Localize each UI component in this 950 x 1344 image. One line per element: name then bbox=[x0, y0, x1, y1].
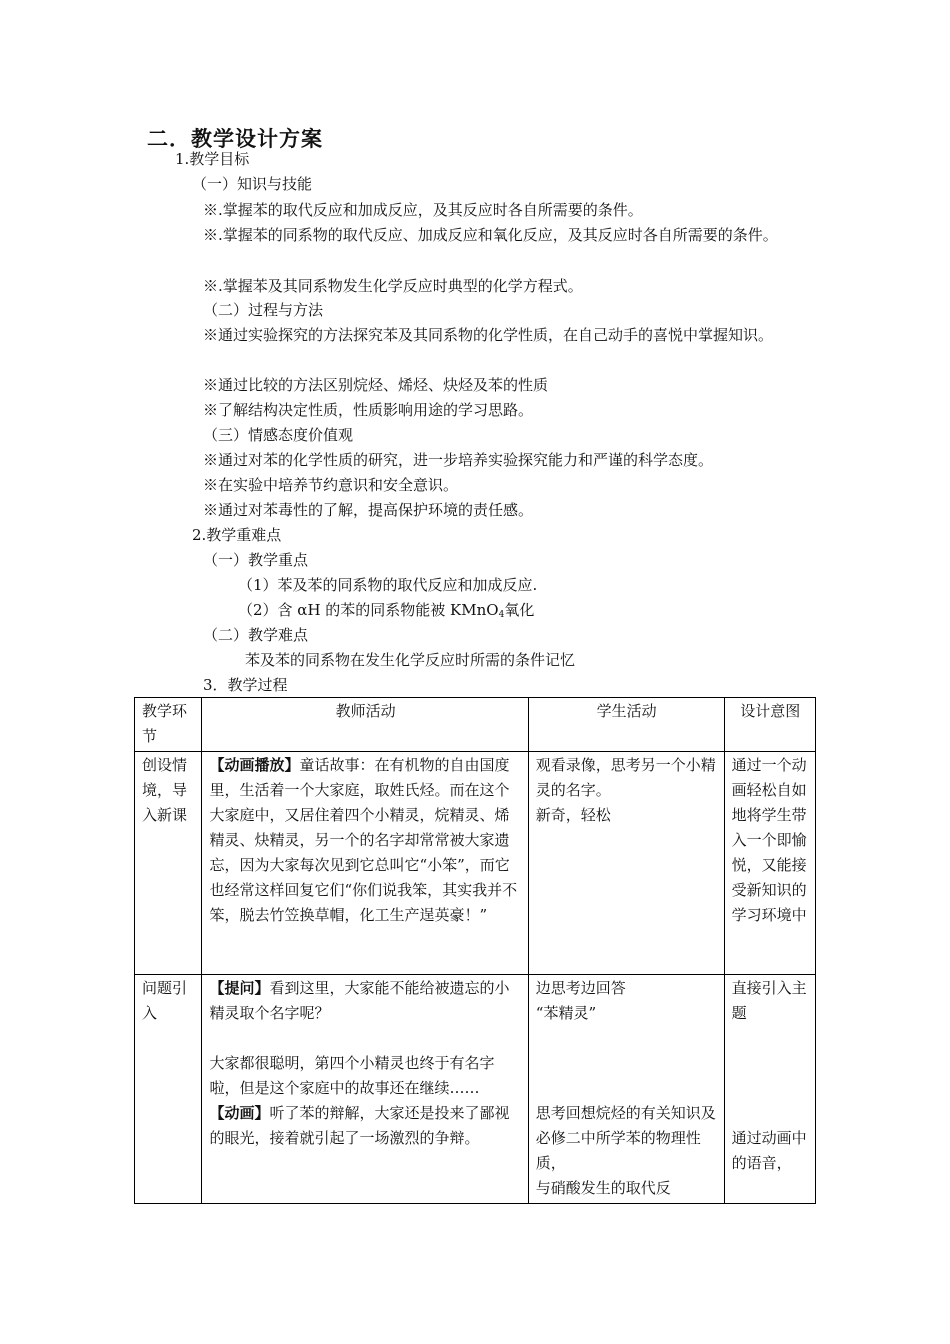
difficulty-heading: （二）教学难点 bbox=[203, 626, 309, 644]
table-row bbox=[135, 752, 816, 975]
process-method-heading: （二）过程与方法 bbox=[203, 301, 324, 319]
student-text: “苯精灵” bbox=[535, 1004, 597, 1022]
student-text: 边思考边回答 bbox=[535, 979, 626, 997]
activity-tag: 【动画】 bbox=[209, 1104, 270, 1122]
spacer bbox=[209, 1026, 521, 1051]
activity-tag: 【提问】 bbox=[209, 979, 270, 997]
teacher-text: 听了苯的辩解，大家还是投来了鄙视的眼光，接着就引起了一场激烈的争辩。 bbox=[209, 1104, 510, 1147]
teacher-cell bbox=[202, 975, 528, 1204]
emotion-item: ※通过对苯毒性的了解，提高保护环境的责任感。 bbox=[203, 501, 534, 519]
focus-item: （1）苯及苯的同系物的取代反应和加成反应. bbox=[238, 576, 538, 594]
teacher-paragraph bbox=[209, 976, 521, 1026]
section-title: 二．教学设计方案 bbox=[147, 127, 323, 151]
subscript: 4 bbox=[498, 610, 505, 620]
teacher-paragraph bbox=[209, 1101, 521, 1151]
objectives-heading: 1.教学目标 bbox=[175, 150, 250, 168]
process-method-item: ※了解结构决定性质，性质影响用途的学习思路。 bbox=[203, 401, 534, 419]
knowledge-item: ※.掌握苯的取代反应和加成反应，及其反应时各自所需要的条件。 bbox=[203, 201, 643, 219]
process-method-item: ※通过实验探究的方法探究苯及其同系物的化学性质，在自己动手的喜悦中掌握知识。 bbox=[203, 326, 774, 344]
spacer bbox=[732, 1101, 809, 1126]
emotion-heading: （三）情感态度价值观 bbox=[203, 426, 354, 444]
intent-cell bbox=[724, 975, 815, 1204]
student-text: 与硝酸发生的取代反 bbox=[535, 1179, 671, 1197]
intent-text: 直接引入主题 bbox=[731, 979, 807, 1022]
process-heading: 3．教学过程 bbox=[203, 676, 288, 694]
spacer bbox=[732, 1026, 809, 1051]
spacer bbox=[536, 1026, 718, 1051]
difficulty-item: 苯及苯的同系物在发生化学反应时所需的条件记忆 bbox=[245, 651, 576, 669]
stage-cell: 创设情境，导入新课 bbox=[135, 752, 202, 975]
header-cell: 设计意图 bbox=[724, 698, 815, 752]
teacher-text: 童话故事：在有机物的自由国度里，生活着一个大家庭，取姓氏烃。而在这个大家庭中，又居住着四个小精灵，烷精灵、烯精灵、炔精灵，另一个的名字却常常被大家遗忘，因为大家每次见到它总叫它“小笨”，而它也经常这样回复它们“你们说我笨，其实我并不笨，脱去竹笠换草帽，化工生产逞英豪！” bbox=[209, 756, 518, 924]
spacer bbox=[536, 1076, 718, 1101]
knowledge-item: ※.掌握苯的同系物的取代反应、加成反应和氧化反应，及其反应时各自所需要的条件。 bbox=[203, 226, 778, 244]
emotion-item: ※在实验中培养节约意识和安全意识。 bbox=[203, 476, 459, 494]
stage-cell: 问题引入 bbox=[135, 975, 202, 1204]
activity-tag: 【动画播放】 bbox=[209, 756, 300, 774]
student-text: 观看录像，思考另一个小精灵的名字。 bbox=[535, 756, 716, 799]
knowledge-heading: （一）知识与技能 bbox=[192, 175, 313, 193]
process-method-item: ※通过比较的方法区别烷烃、烯烃、炔烃及苯的性质 bbox=[203, 376, 549, 394]
focus-item-text-end: 氧化 bbox=[504, 601, 535, 619]
focus-item-text: （2）含 αH 的苯的同系物能被 KMnO bbox=[238, 601, 499, 619]
spacer bbox=[536, 1051, 718, 1076]
student-cell bbox=[528, 752, 724, 975]
teacher-text: 看到这里，大家能不能给被遗忘的小精灵取个名字呢？ bbox=[209, 979, 510, 1022]
header-cell: 教学环节 bbox=[135, 698, 202, 752]
header-cell: 学生活动 bbox=[528, 698, 724, 752]
teacher-cell bbox=[202, 752, 528, 975]
table-row bbox=[135, 975, 816, 1204]
keypoints-heading: 2.教学重难点 bbox=[192, 526, 282, 544]
spacer bbox=[732, 1051, 809, 1076]
knowledge-item: ※.掌握苯及其同系物发生化学反应时典型的化学方程式。 bbox=[203, 277, 583, 295]
student-cell bbox=[528, 975, 724, 1204]
header-cell: 教师活动 bbox=[202, 698, 528, 752]
focus-heading: （一）教学重点 bbox=[203, 551, 309, 569]
student-text: 新奇，轻松 bbox=[535, 806, 611, 824]
teacher-text: 大家都很聪明，第四个小精灵也终于有名字啦，但是这个家庭中的故事还在继续…… bbox=[209, 1054, 495, 1097]
focus-item bbox=[238, 598, 534, 623]
intent-text: 通过动画中的语音， bbox=[731, 1129, 807, 1172]
spacer bbox=[732, 1076, 809, 1101]
student-text: 思考回想烷烃的有关知识及必修二中所学苯的物理性质， bbox=[535, 1104, 716, 1172]
intent-cell: 通过一个动画轻松自如地将学生带入一个即愉悦，又能接受新知识的学习环境中 bbox=[724, 752, 815, 975]
emotion-item: ※通过对苯的化学性质的研究，进一步培养实验探究能力和严谨的科学态度。 bbox=[203, 451, 714, 469]
table-header-row bbox=[135, 698, 816, 752]
teaching-process-table bbox=[134, 697, 816, 1204]
